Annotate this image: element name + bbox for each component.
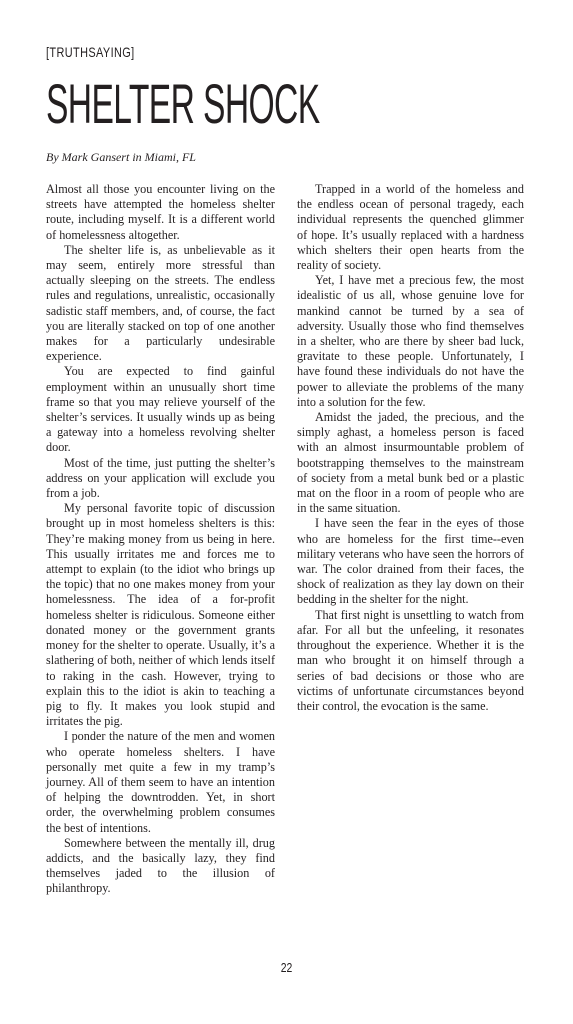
paragraph: Most of the time, just putting the shelter’s address on your application will exclude you from a job. [46,455,275,501]
paragraph: Amidst the jaded, the precious, and the simply aghast, a homeless person is faced with an almost insurmountable problem of bootstrapping themselves to the mainstream of society from a metal bunk bed or a plastic mat on the floor in a room of people who are in the same situation. [297,410,524,516]
article-title: SHELTER SHOCK [46,72,320,135]
paragraph: Yet, I have met a precious few, the most idealistic of us all, whose genuine love for mankind cannot be turned by a sea of adversity. Usually those who find themselves in a shelter, who are there by sheer bad luck, gravitate to these people. Unfortunately, I have found these individuals do not have the power to alleviate the problems of the many into a solution for the few. [297,273,524,409]
byline: By Mark Gansert in Miami, FL [46,150,196,164]
paragraph: Trapped in a world of the homeless and the endless ocean of personal tragedy, each individual represents the quenched glimmer of hope. It’s usually replaced with a hardness which shelters their open hearts from the reality of society. [297,182,524,273]
paragraph: The shelter life is, as unbelievable as it may seem, entirely more stressful than actually sleeping on the streets. The endless rules and regulations, unrealistic, occasionally sadistic staff members, and, of course, the fact you are literally stacked on top of one another makes for a particularly undesirable experience. [46,242,275,364]
paragraph: Somewhere between the mentally ill, drug addicts, and the basically lazy, they find themselves jaded to the illusion of philanthropy. [46,835,275,896]
left-column [46,182,275,897]
section-label: [TRUTHSAYING] [46,44,135,60]
paragraph: You are expected to find gainful employment within an unusually short time frame so that you may relieve yourself of the shelter’s services. It usually winds up as being a gateway into a homeless revolving shelter door. [46,364,275,455]
paragraph: My personal favorite topic of discussion brought up in most homeless shelters is this: They’re making money from us being in here. This usually irritates me and forces me to attempt to explain (to the idiot who brings up the topic) that no one makes money from your homelessness. The idea of a for-profit homeless shelter is ridiculous. Someone either donated money or the government grants money for the shelter to operate. Usually, it’s a slathering of both, neither of which lends itself to raking in the cash. However, trying to explain this to the idiot is akin to teaching a pig to fly. It makes you look stupid and irritates the pig. [46,501,275,729]
paragraph: Almost all those you encounter living on the streets have attempted the homeless shelter route, including myself. It is a different world of homelessness altogether. [46,182,275,242]
page-number: 22 [280,960,293,975]
paragraph: That first night is unsettling to watch from afar. For all but the unfeeling, it resonates throughout the experience. Whether it is the man who brought it on himself through a series of bad decisions or those who are victims of unfortunate circumstances beyond their control, the evocation is the same. [297,607,524,713]
right-column [297,182,524,714]
paragraph: I have seen the fear in the eyes of those who are homeless for the first time--even military veterans who have seen the horrors of war. The color drained from their faces, the shock of realization as they lay down on their bedding in the shelter for the night. [297,516,524,607]
paragraph: I ponder the nature of the men and women who operate homeless shelters. I have personally met quite a few in my tramp’s journey. All of them seem to have an intention of helping the downtrodden. Yet, in short order, the overwhelming problem consumes the best of intentions. [46,729,275,835]
